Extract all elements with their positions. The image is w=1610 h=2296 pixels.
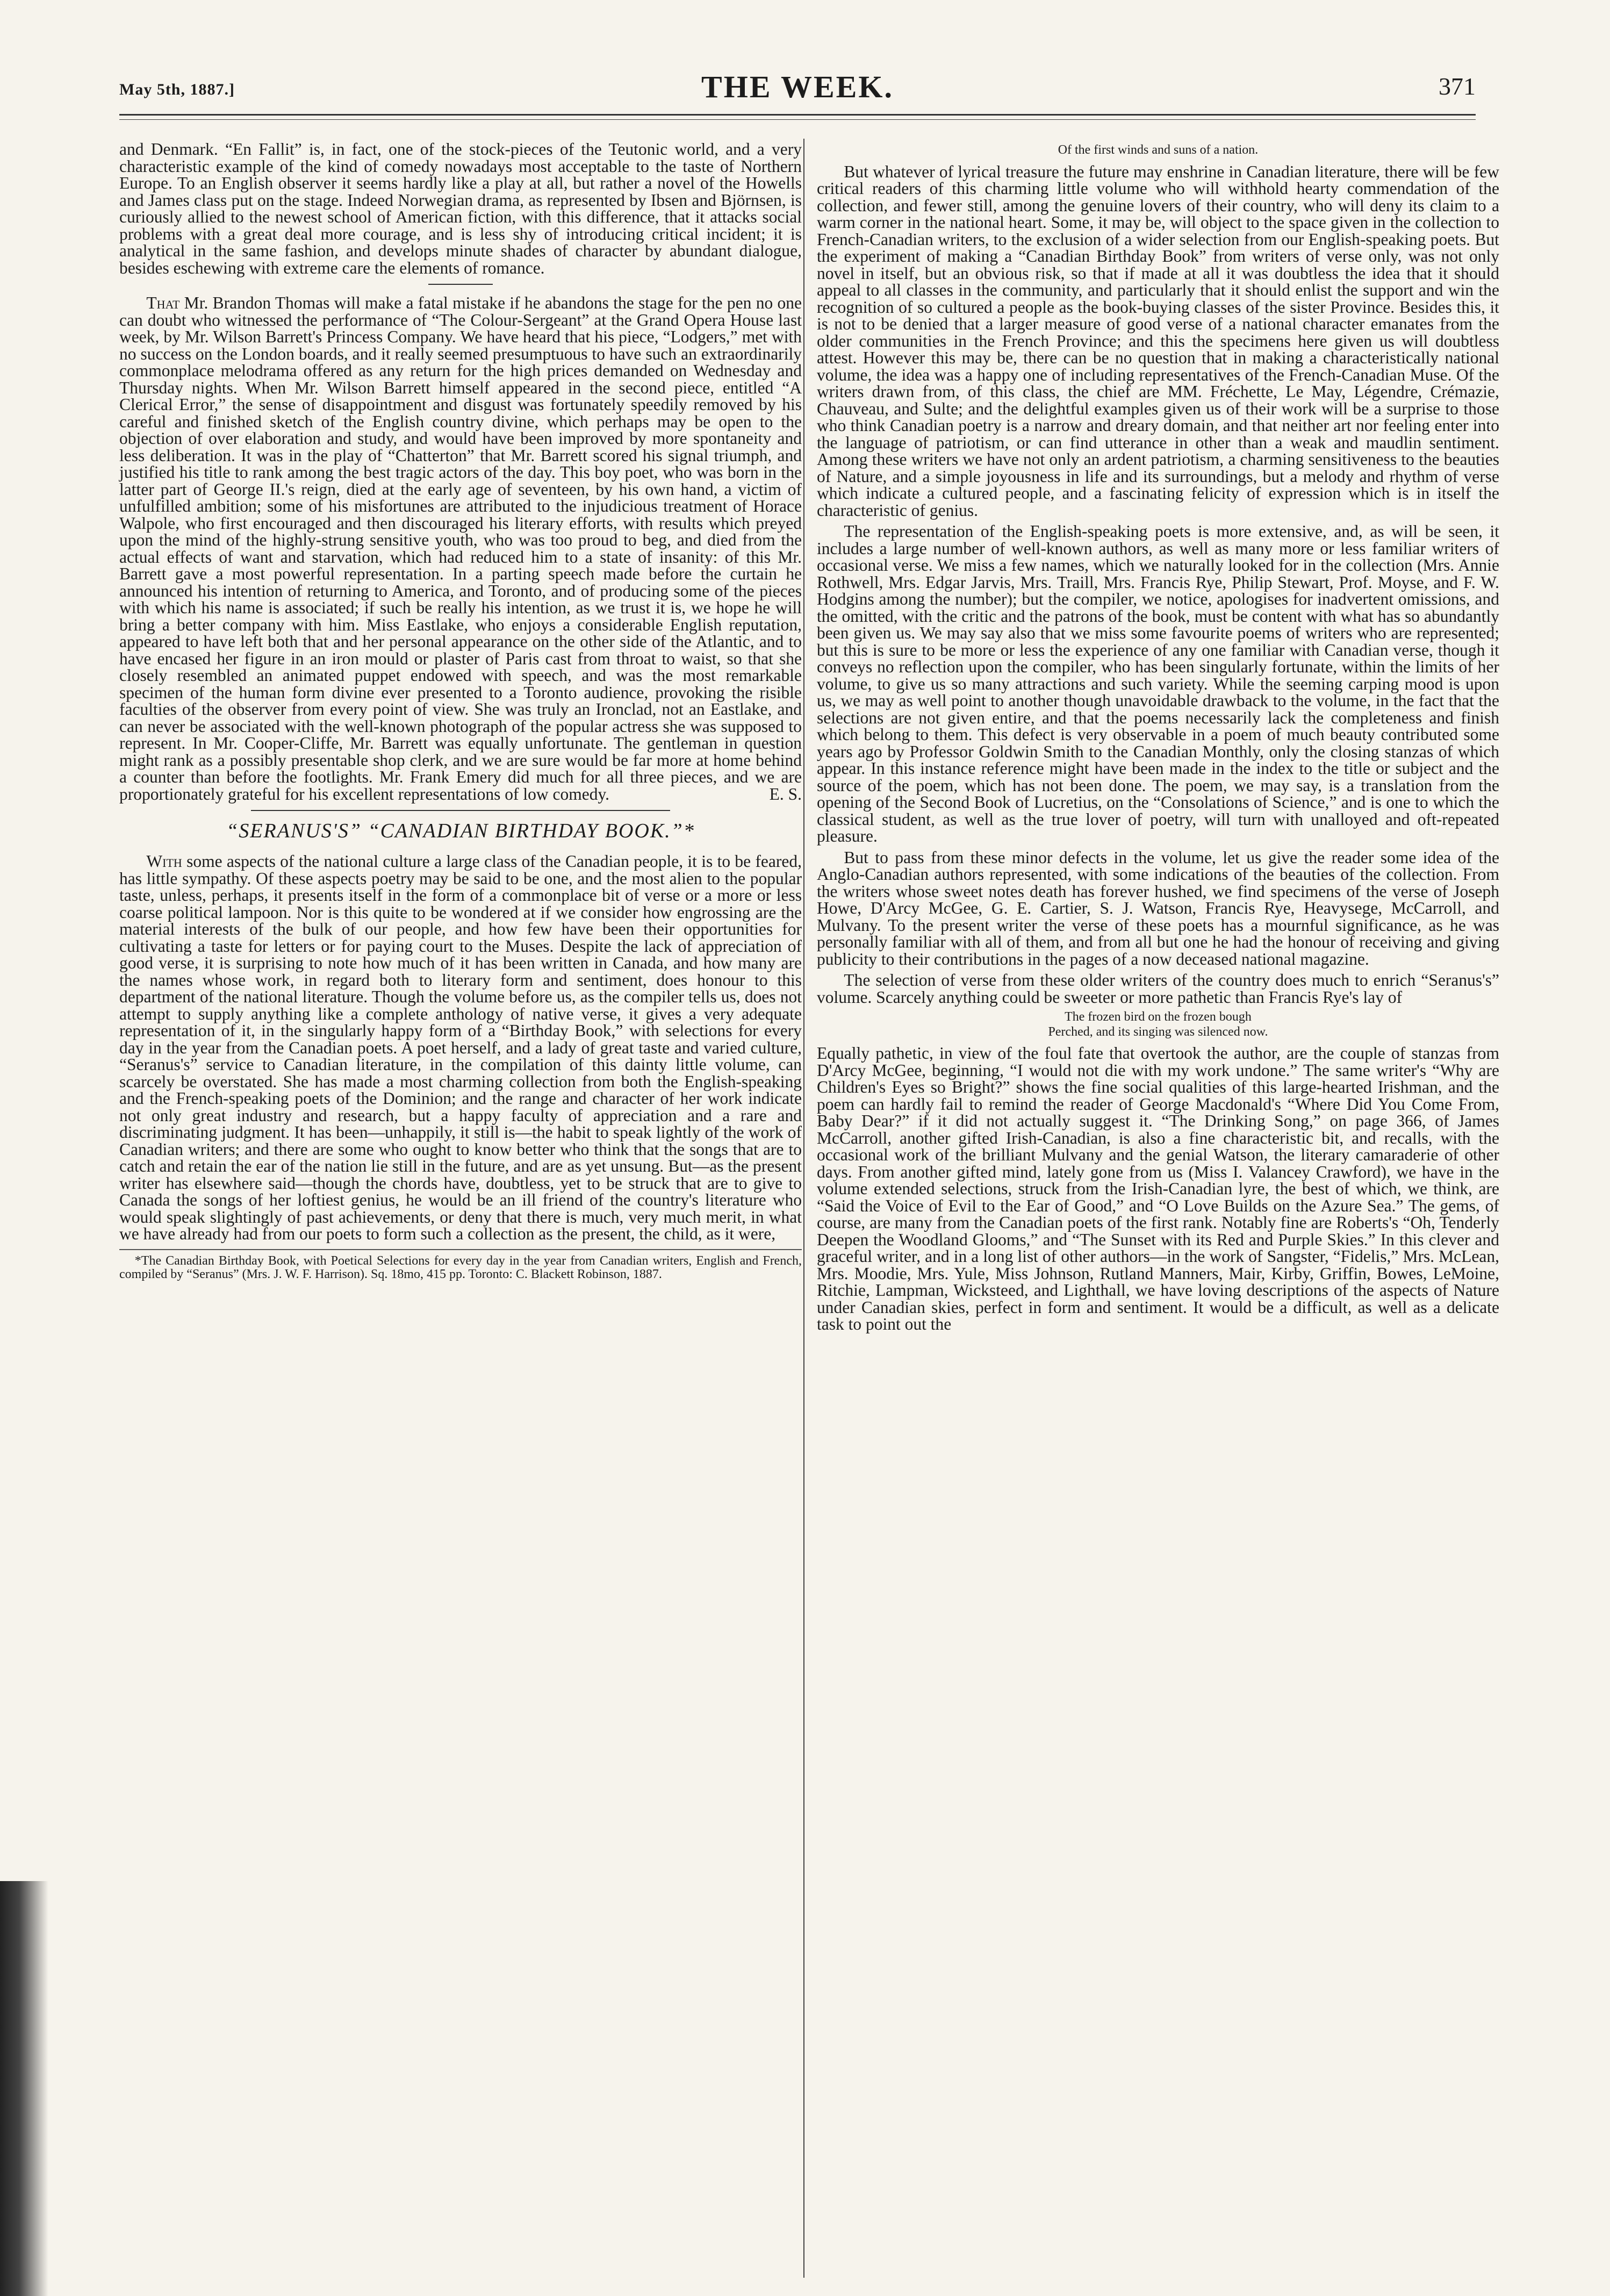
page-number: 371 bbox=[1439, 73, 1476, 100]
paragraph-text: some aspects of the national culture a large class of the Canadian people, it is to be feared, has little sympathy. Of these aspects poetry may be said to be one, and the most alien to the popular taste, unless, perhaps, it presents itself in the form of a commonplace bit of verse or a more or less coarse political lampoon. Nor is this quite to be wondered at if we consider how engrossing are the material interests of the bulk of our people, and how few have been their opportunities for cultivating a taste for letters or for paying court to the Muses. Despite the lack of appreciation of good verse, it is surprising to note how much of it has been written in Canada, and how many are the names whose work, in regard both to literary form and sentiment, does honour to this department of the national literature. Though the volume before us, as the compiler tells us, does not attempt to supply anything like a complete anthology of native verse, it gives a very adequate representation of it, in the singularly happy form of a “Birthday Book,” with selections for every day in the year from the Canadian poets. A poet herself, and a lady of great taste and varied culture, “Seranus's” service to Canadian literature, in the compilation of this dainty little volume, can scarcely be overstated. She has made a most charming collection from both the English-speaking and the French-speaking poets of the Dominion; and the range and character of her work indicate not only great industry and research, but a happy faculty of appreciation and a rare and discriminating judgment. It has been—unhappily, it still is—the habit to speak lightly of the work of Canadian writers; and there are some who ought to know better who think that the songs that are to catch and retain the ear of the nation lie still in the future, and are as yet unsung. But—as the present writer has elsewhere said—though the chords have, doubtless, yet to be struck that are to give to Canada the songs of her loftiest genius, he would be an ill friend of the country's literature who would speak slightingly of past achievements, or deny that there is much, very much merit, in what we have already had from our poets to form such a collection as the present, the child, as it were, bbox=[119, 852, 802, 1243]
paragraph: But whatever of lyrical treasure the future may enshrine in Canadian literature, there will be few critical readers of this charming little volume who will withhold hearty commendation of the collection, and fewer still, among the genuine lovers of their country, who will deny its claim to a warm corner in the national heart. Some, it may be, will object to the space given in the collection to French-Canadian writers, to the exclusion of a wider selection from our English-speaking poets. But the experiment of making a “Canadian Birthday Book” from writers of verse only, was not only novel in itself, but an obvious risk, so that if made at all it was doubtless the idea that it should appeal to all classes in the community, and particularly that it should enlist the support and win the recognition of so cultured a people as the book-buying classes of the sister Province. Besides this, it is not to be denied that a larger measure of good verse of a national character emanates from the older communities in the French Province; and this the specimens here given us will doubtless attest. However this may be, there can be no question that in making a characteristically national volume, the idea was a happy one of including representatives of the French-Canadian Muse. Of the writers drawn from, of this class, the chief are MM. Fréchette, Le May, Légendre, Crémazie, Chauveau, and Sulte; and the delightful examples given us of their work will be a surprise to those who think Canadian poetry is a narrow and dreary domain, and that neither art nor feeling enter into the language of patriotism, or can find utterance in other than a weak and maudlin sentiment. Among these writers we have not only an ardent patriotism, a charming sensitiveness to the beauties of Nature, and a simple joyousness in life and its surroundings, but a melody and rhythm of verse which indicate a cultured people, and a fascinating felicity of expression which is in itself the characteristic of genius. bbox=[817, 162, 1499, 520]
paragraph bbox=[119, 853, 802, 1243]
section-divider bbox=[251, 810, 670, 811]
verse-quote bbox=[817, 1010, 1499, 1039]
lead-word: That bbox=[146, 293, 180, 312]
footnote-rule bbox=[119, 1249, 802, 1250]
footnote: *The Canadian Birthday Book, with Poetical Selections for every day in the year from Canadian writers, English and French, compiled by “Seranus” (Mrs. J. W. F. Harrison). Sq. 18mo, 415 pp. Toronto: C. Blackett Robinson, 1887. bbox=[119, 1253, 802, 1281]
paragraph: The representation of the English-speaking poets is more extensive, and, as will be seen, it includes a large number of well-known authors, as well as many more or less familiar writers of occasional verse. We miss a few names, which we naturally looked for in the collection (Mrs. Annie Rothwell, Mrs. Edgar Jarvis, Mrs. Traill, Mrs. Francis Rye, Philip Stewart, Prof. Moyse, and F. W. Hodgins among the number); but the compiler, we notice, apologises for inadvertent omissions, and the omitted, with the critic and the patrons of the book, must be content with what has so abundantly been given us. We may say also that we miss some favourite poems of writers who are represented; but this is sure to be more or less the experience of any one familiar with Canadian verse, though it conveys no reflection upon the compiler, who has been singularly fortunate, within the limits of her volume, to give us so many attractions and such variety. While the seeming carping mood is upon us, we may as well point to another though unavoidable drawback to the volume, in the fact that the selections are not given entire, and that the poems necessarily lack the completeness and finish which belong to them. This defect is very observable in a poem of much beauty contributed some years ago by Professor Goldwin Smith to the Canadian Monthly, only the closing stanzas of which appear. In this instance reference might have been made in the index to the title or subject and the source of the poem, which has not been done. The poem, we may say, is a translation from the opening of the Second Book of Lucretius, on the “Consolations of Science,” and is one to which the classical student, as well as the true lover of poetry, will turn with unalloyed and oft-repeated pleasure. bbox=[817, 522, 1499, 846]
lead-word: With bbox=[146, 852, 182, 871]
verse-line: The frozen bird on the frozen bough bbox=[1065, 1010, 1252, 1024]
right-column bbox=[817, 141, 1499, 1337]
header-rule-thin bbox=[119, 119, 1476, 120]
left-column bbox=[119, 141, 802, 1281]
author-signature: E. S. bbox=[769, 784, 802, 803]
verse-quote bbox=[817, 143, 1499, 158]
issue-date: May 5th, 1887.] bbox=[119, 81, 235, 98]
article-heading: “SERANUS'S” “CANADIAN BIRTHDAY BOOK.”* bbox=[226, 820, 695, 842]
column-separator bbox=[803, 139, 804, 2278]
verse-line: Of the first winds and suns of a nation. bbox=[1058, 143, 1259, 157]
section-divider bbox=[428, 284, 493, 285]
binding-shadow bbox=[0, 1881, 48, 2296]
paragraph bbox=[119, 295, 802, 802]
header-rule bbox=[119, 114, 1476, 116]
verse-line: Perched, and its singing was silenced now. bbox=[1048, 1024, 1268, 1039]
paragraph: Equally pathetic, in view of the foul fate that overtook the author, are the couple of stanzas from D'Arcy McGee, beginning, “I would not die with my work undone.” The same writer's “Why are Children's Eyes so Bright?” shows the fine social qualities of this large-hearted Irishman, and the poem can hardly fail to remind the reader of George Macdonald's “Where Did You Come From, Baby Dear?” if it did not actually suggest it. “The Drinking Song,” on page 366, of James McCarroll, another gifted Irish-Canadian, is also a fine characteristic bit, and recalls, with the occasional work of the brilliant Mulvany and the genial Watson, the literary camaraderie of other days. From another gifted mind, lately gone from us (Miss I. Valancey Crawford), we have in the volume extended selections, struck from the Irish-Canadian lyre, the best of which, we think, are “Said the Voice of Evil to the Ear of Good,” and “O Love Builds on the Azure Sea.” The gems, of course, are many from the Canadian poets of the first rank. Notably fine are Roberts's “Oh, Tenderly Deepen the Woodland Glooms,” and “The Sunset with its Red and Purple Skies.” In this clever and graceful writer, and in a long list of other authors—in the work of Sangster, “Fidelis,” Mrs. McLean, Mrs. Moodie, Mrs. Yule, Miss Johnson, Rutland Manners, Mair, Kirby, Griffin, Bowes, LeMoine, Ritchie, Lampman, Wicksteed, and Lighthall, we have loving descriptions of the aspects of Nature under Canadian skies, perfect in form and sentiment. It would be a difficult, as well as a delicate task to point out the bbox=[817, 1044, 1499, 1334]
masthead-title: THE WEEK. bbox=[701, 69, 894, 104]
paragraph: and Denmark. “En Fallit” is, in fact, one of the stock-pieces of the Teutonic world, and a very characteristic example of the kind of comedy nowadays most acceptable to the taste of Northern Europe. To an English observer it seems hardly like a play at all, but rather a novel of the Howells and James class put on the stage. Indeed Norwegian drama, as represented by Ibsen and Björnsen, is curiously allied to the newest school of American fiction, with this difference, that it attacks social problems with a great deal more courage, and is less shy of introducing critical incident; it is analytical in the same fashion, and develops minute shades of character by abundant dialogue, besides eschewing with extreme care the elements of romance. bbox=[119, 140, 802, 277]
page-header bbox=[119, 69, 1476, 106]
paragraph: The selection of verse from these older writers of the country does much to enrich “Seranus's” volume. Scarcely anything could be sweeter or more pathetic than Francis Rye's lay of bbox=[817, 971, 1499, 1007]
paragraph-text: Mr. Brandon Thomas will make a fatal mistake if he abandons the stage for the pen no one can doubt who witnessed the performance of “The Colour-Sergeant” at the Grand Opera House last week, by Mr. Wilson Barrett's Princess Company. We have heard that his piece, “Lodgers,” met with no success on the London boards, and it really seemed presumptuous to have such an extraordinarily commonplace melodrama offered as any return for the high prices demanded on Wednesday and Thursday nights. When Mr. Wilson Barrett himself appeared in the second piece, entitled “A Clerical Error,” the sense of disappointment and disgust was fortunately speedily removed by his careful and finished sketch of the English country divine, which perhaps may be open to the objection of over elaboration and study, and would have been improved by more spontaneity and less deliberation. It was in the play of “Chatterton” that Mr. Barrett scored his signal triumph, and justified his title to rank among the best tragic actors of the day. This boy poet, who was born in the latter part of George II.'s reign, died at the early age of seventeen, by his own hand, a victim of unfulfilled ambition; some of his misfortunes are attributed to the injudicious treatment of Horace Walpole, who first encouraged and then discouraged his literary efforts, with results which preyed upon the mind of the highly-strung sensitive youth, who was too proud to beg, and died from the actual effects of want and starvation, which had reduced him to a state of insanity: of this Mr. Barrett gave a most powerful representation. In a parting speech made before the curtain he announced his intention of returning to America, and Toronto, and of producing some of the pieces with which his name is associated; if such be really his intention, as we trust it is, we hope he will bring a better company with him. Miss Eastlake, who enjoys a considerable English reputation, appeared to have left both that and her personal appearance on the other side of the Atlantic, and to have encased her figure in an iron mould or plaster of Paris cast from throat to waist, so that she closely resembled an animated puppet endowed with speech, and was the most remarkable specimen of the human form divine ever presented to a Toronto audience, provoking the risible faculties of the observer from every point of view. She was truly an Ironclad, not an Eastlake, and can never be associated with the well-known photograph of the popular actress she was supposed to represent. In Mr. Cooper-Cliffe, Mr. Barrett was equally unfortunate. The gentleman in question might rank as a possibly presentable shop clerk, and we are sure would be far more at home behind a counter than before the footlights. Mr. Frank Emery did much for all three pieces, and we are proportionately grateful for his excellent representations of low comedy. bbox=[119, 293, 802, 803]
paragraph: But to pass from these minor defects in the volume, let us give the reader some idea of the Anglo-Canadian authors represented, with some indications of the beauties of the collection. From the writers whose sweet notes death has forever hushed, we find specimens of the verse of Joseph Howe, D'Arcy McGee, G. E. Cartier, S. J. Watson, Francis Rye, Heavysege, McCarroll, and Mulvany. To the present writer the verse of these poets has a mournful significance, as he was personally familiar with all of them, and from all but one he had the honour of receiving and giving publicity to their contributions in the pages of a now deceased national magazine. bbox=[817, 848, 1499, 968]
